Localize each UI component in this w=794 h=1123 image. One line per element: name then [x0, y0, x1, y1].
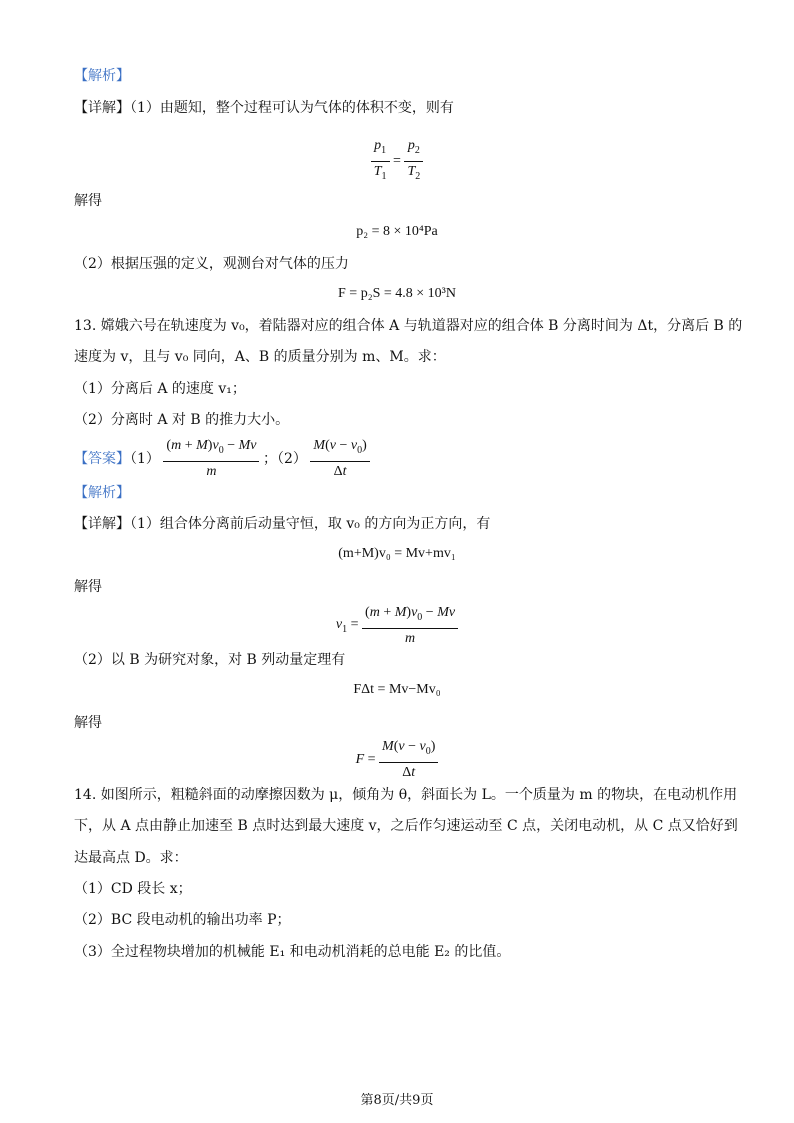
answer-part1-label: （1）	[130, 450, 160, 467]
v1-fraction: $\frac{(m + M)v_0 - Mv}{m}$	[362, 603, 458, 649]
q13-stem-line2: 速度为 v，且与 v₀ 同向，A、B 的质量分别为 m、M。求：	[74, 349, 446, 365]
q13-detail-text: （1）组合体分离前后动量守恒，取 v₀ 的方向为正方向，有	[130, 516, 491, 532]
detail-text: （1）由题知，整个过程可认为气体的体积不变，则有	[130, 100, 454, 116]
page-footer: 第8页/共9页	[360, 1093, 434, 1108]
q13-solve-label-2: 解得	[74, 715, 102, 731]
pressure-temperature-equation: $\frac{p_1}{T_1}$ = $\frac{p_2}{T_2}$	[0, 136, 794, 187]
q13-part2: （2）分离时 A 对 B 的推力大小。	[74, 412, 290, 428]
answer-label: 【答案】	[74, 450, 130, 467]
detail-paragraph	[74, 98, 454, 118]
solve-label: 解得	[74, 193, 102, 209]
part2-text: （2）根据压强的定义，观测台对气体的压力	[74, 256, 349, 272]
v1-solution-equation: $v_1$ = $\frac{(m + M)v_0 - Mv}{m}$	[0, 603, 794, 649]
q14-part2: （2）BC 段电动机的输出功率 P；	[74, 912, 291, 928]
answer-fraction-1: $\frac{(m + M)v_0 - Mv}{m}$	[163, 436, 259, 482]
q13-part1: （1）分离后 A 的速度 v₁；	[74, 381, 246, 397]
q14-stem-line1: 14. 如图所示，粗糙斜面的动摩擦因数为 μ，倾角为 θ，斜面长为 L。一个质量为 m 的物块，在电动机作用	[74, 787, 738, 803]
q13-part2-text: （2）以 B 为研究对象，对 B 列动量定理有	[74, 652, 346, 668]
q14-part3: （3）全过程物块增加的机械能 E₁ 和电动机消耗的总电能 E₂ 的比值。	[74, 944, 511, 960]
q13-answer	[74, 436, 370, 482]
force-fraction: $\frac{M(v - v_0)}{\Delta t}$	[379, 737, 438, 783]
force-equation: F = p₂S = 4.8 × 10³N	[338, 286, 456, 301]
q13-analysis-label: 【解析】	[74, 485, 130, 501]
q13-detail-paragraph	[74, 514, 490, 534]
force-solution-equation: F = $\frac{M(v - v_0)}{\Delta t}$	[0, 737, 794, 783]
detail-label: 【详解】	[74, 100, 130, 116]
q13-detail-label: 【详解】	[74, 516, 130, 532]
q14-stem-line3: 达最高点 D。求：	[74, 850, 188, 866]
impulse-equation: FΔt = Mv−Mv₀	[353, 682, 441, 697]
q14-part1: （1）CD 段长 x；	[74, 881, 192, 897]
answer-fraction-2: $\frac{M(v - v_0)}{\Delta t}$	[310, 436, 369, 482]
q13-stem-line1: 13. 嫦娥六号在轨速度为 v₀，着陆器对应的组合体 A 与轨道器对应的组合体 B 分离时间为 Δt，分离后 B 的	[74, 318, 743, 334]
analysis-label: 【解析】	[74, 68, 130, 84]
answer-separator: ；（2）	[262, 450, 307, 467]
fraction-p1-t1: $\frac{p_1}{T_1}$	[371, 136, 390, 187]
fraction-p2-t2: $\frac{p_2}{T_2}$	[404, 136, 423, 187]
q14-stem-line2: 下，从 A 点由静止加速至 B 点时达到最大速度 v，之后作匀速运动至 C 点，关闭电动机，从 C 点又恰好到	[74, 818, 738, 834]
momentum-equation: (m+M)v₀ = Mv+mv₁	[338, 546, 456, 561]
q13-solve-label-1: 解得	[74, 579, 102, 595]
p2-result: p₂ = 8 × 10⁴Pa	[356, 224, 438, 239]
